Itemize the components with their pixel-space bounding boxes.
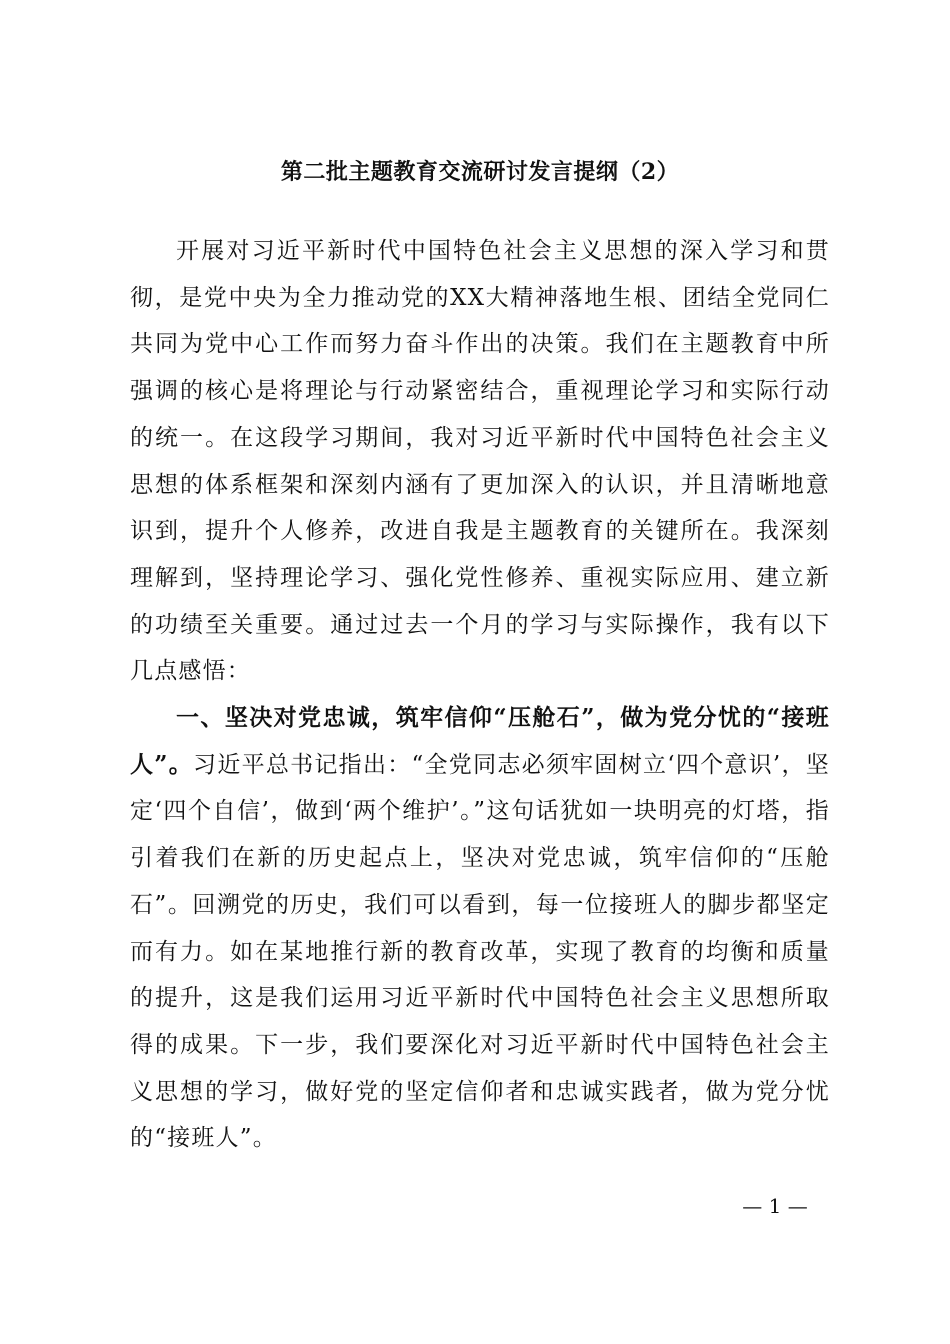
section-1-body: 习近平总书记指出：“全党同志必须牢固树立‘四个意识’，坚定‘四个自信’，做到‘两个维护’。”这句话犹如一块明亮的灯塔，指引着我们在新的历史起点上，坚决对党忠诚，筑牢信仰的“压舱石”。回溯党的历史，我们可以看到，每一位接班人的脚步都坚定而有力。如在某地推行新的教育改革，实现了教育的均衡和质量的提升，这是我们运用习近平新时代中国特色社会主义思想所取得的成果。下一步，我们要深化对习近平新时代中国特色社会主义思想的学习，做好党的坚定信仰者和忠诚实践者，做为党分忧的“接班人”。 <box>130 751 830 1152</box>
document-title: 第二批主题教育交流研讨发言提纲（2） <box>280 159 680 185</box>
page-number: — 1 — <box>742 1194 808 1218</box>
section-1-heading: 一、坚决对党忠诚，筑牢信仰“压舱石”，做为党分忧的“接班人”。 <box>130 704 830 778</box>
section-1-paragraph <box>130 695 830 1162</box>
intro-paragraph: 开展对习近平新时代中国特色社会主义思想的深入学习和贯彻，是党中央为全力推动党的XX大精神落地生根、团结全党同仁共同为党中心工作而努力奋斗作出的决策。我们在主题教育中所强调的核心是将理论与行动紧密结合，重视理论学习和实际行动的统一。在这段学习期间，我对习近平新时代中国特色社会主义思想的体系框架和深刻内涵有了更加深入的认识，并且清晰地意识到，提升个人修养，改进自我是主题教育的关键所在。我深刻理解到，坚持理论学习、强化党性修养、重视实际应用、建立新的功绩至关重要。通过过去一个月的学习与实际操作，我有以下几点感悟： <box>130 238 830 685</box>
document-body <box>130 228 830 1162</box>
